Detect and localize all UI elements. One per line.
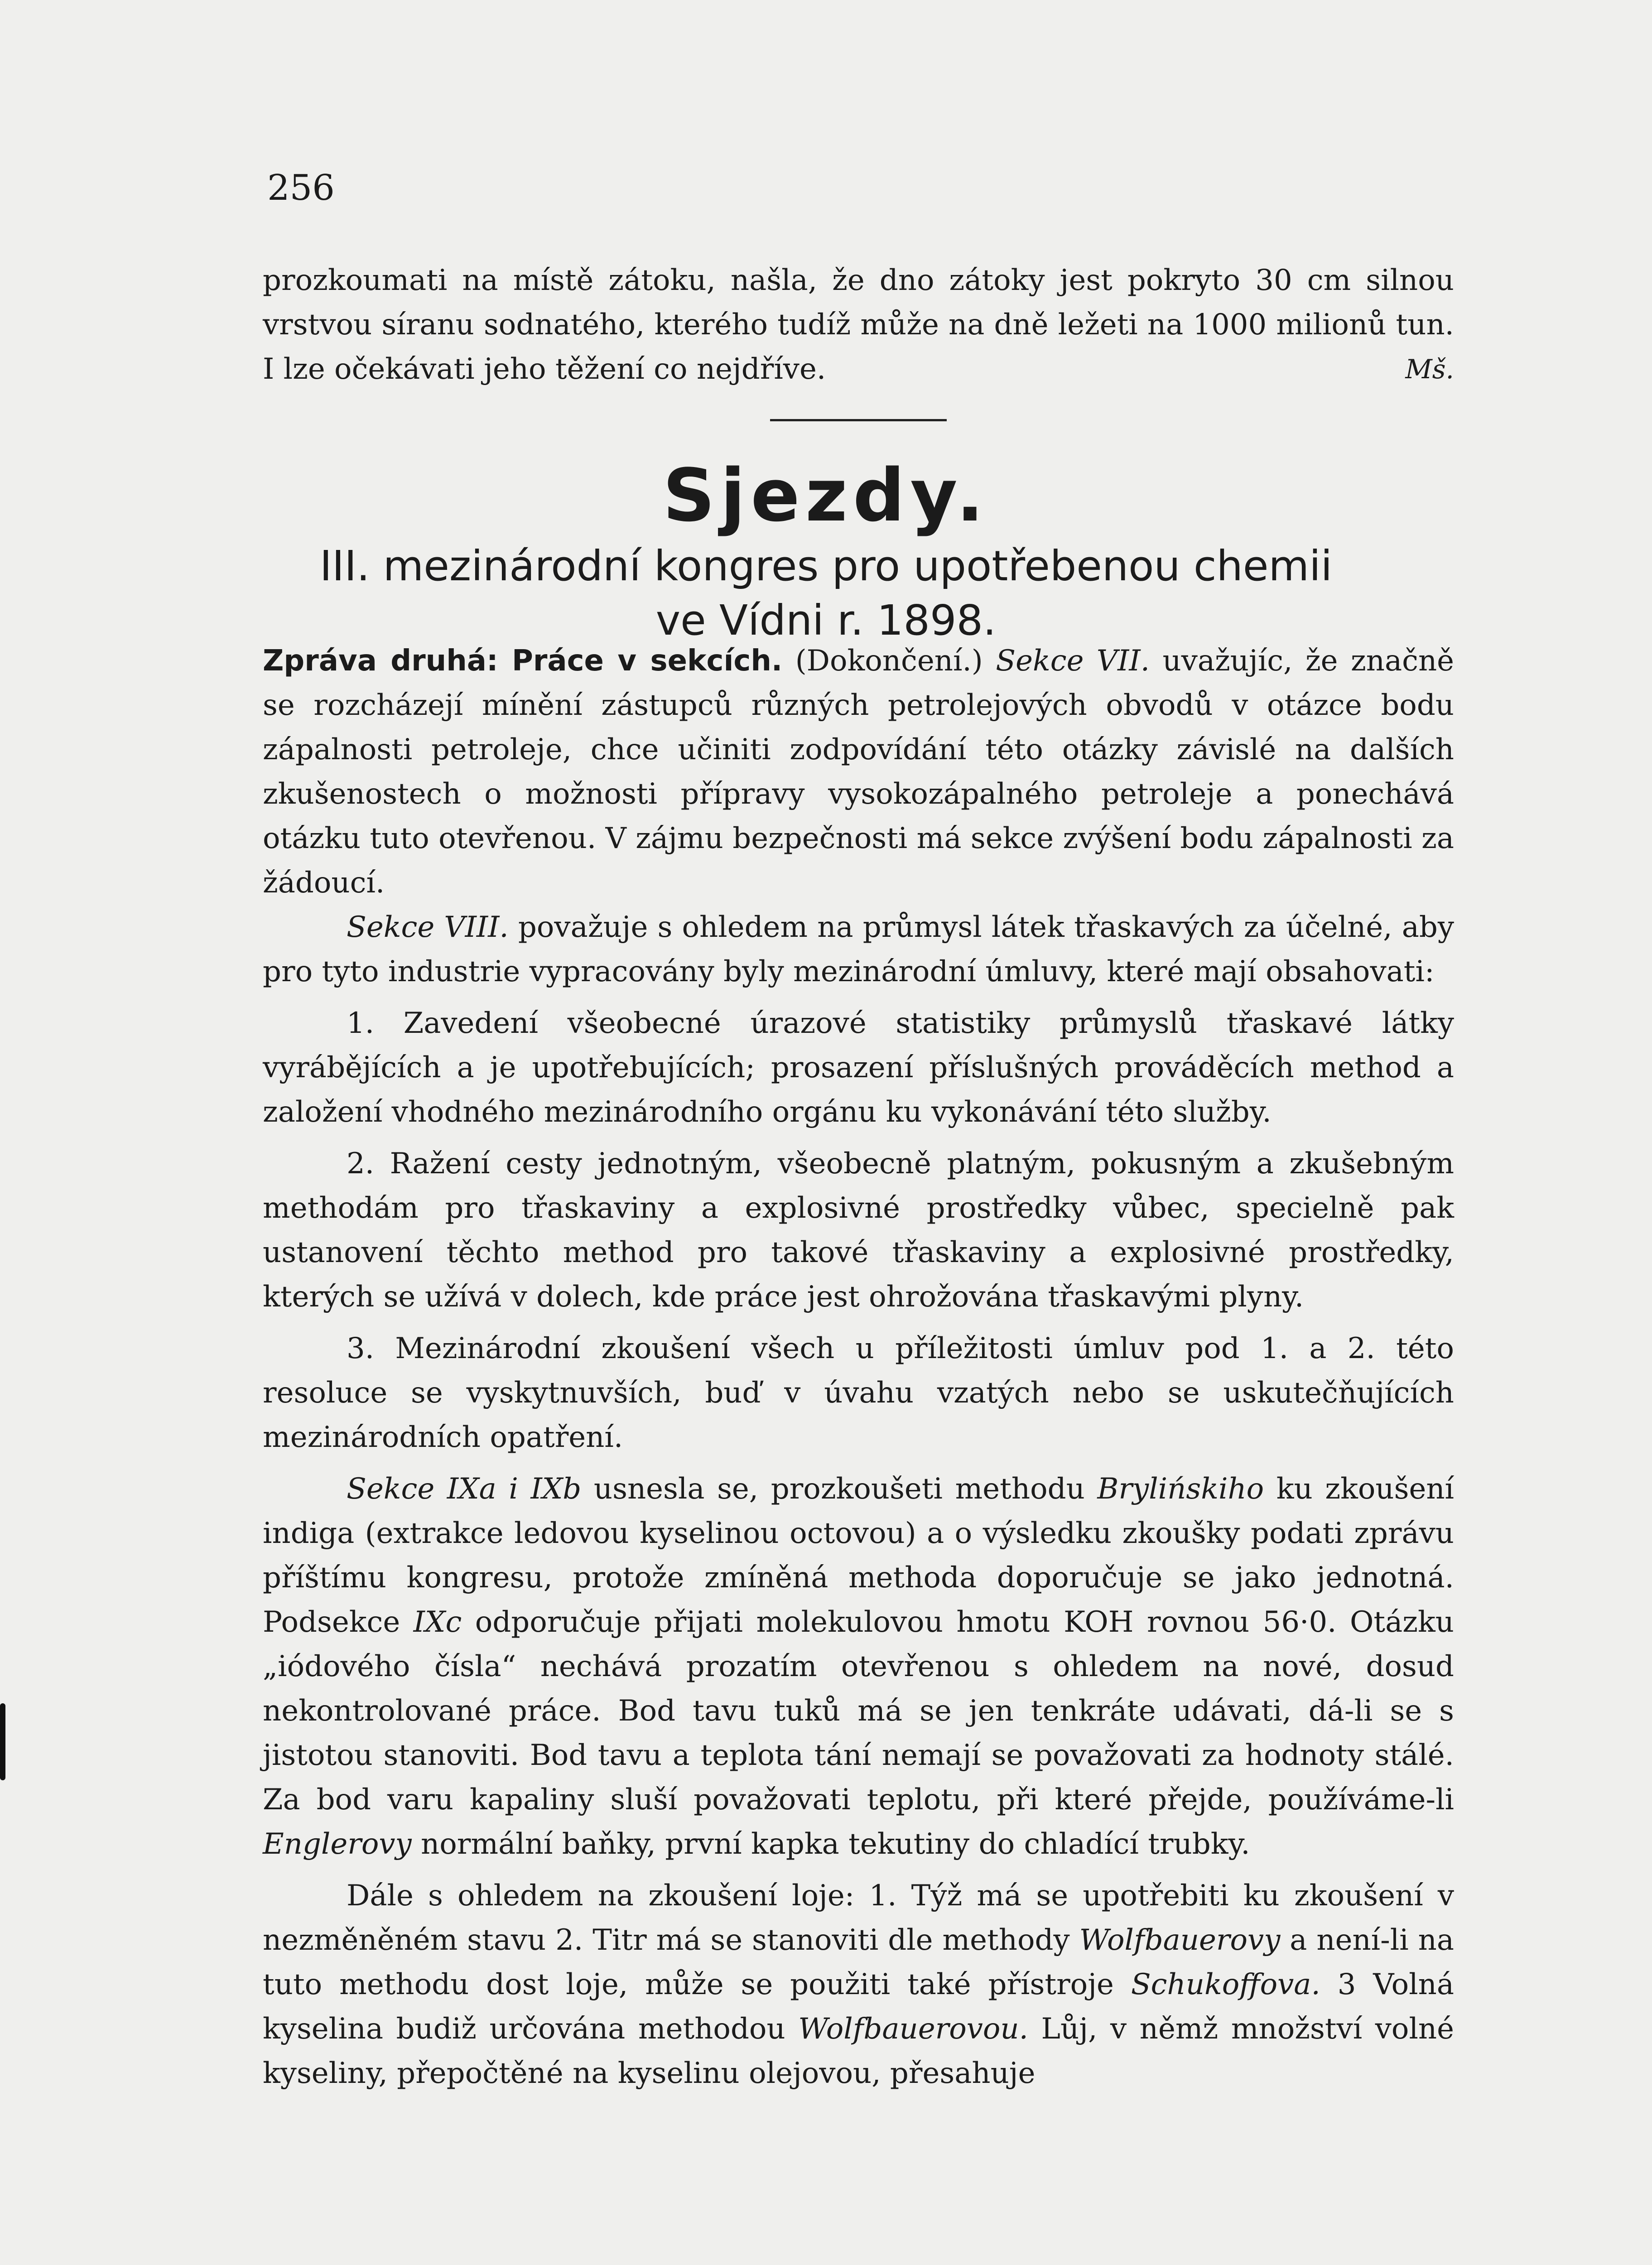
report-body — [263, 639, 1454, 2096]
sekce-ix-text-d: normální baňky, první kapka tekutiny do chladící trubky. — [421, 1827, 1250, 1861]
scan-margin-mark — [0, 1703, 5, 1780]
sekce-ix-text-b: ku zkoušení indiga (extrakce ledovou kyselinou octovou) a o výsledku zkoušky podati zprávu příštímu kongresu, protože zmíněná methoda doporučuje se jako jednotná. Podsekce — [263, 1472, 1455, 1639]
congress-title — [0, 539, 1652, 648]
report-lead-cont: (Dokončení.) — [795, 644, 983, 678]
list-item-2: 2. Ražení cesty jednotným, všeobecně platným, pokusným a zkušebným methodám pro třaskaviny a explosivné prostředky vůbec, specielně pak ustanovení těchto method pro takové třaskaviny a explosivné prostředky, kterých se užívá v dolech, kde práce jest ohrožována třaskavými plyny. — [263, 1147, 1454, 1314]
loj-text-d: Lůj, v němž množství volné kyseliny, přepočtěné na kyselinu olejovou, přesahuje — [263, 2012, 1455, 2090]
list-item-3: 3. Mezinárodní zkoušení všech u příležitosti úmluv pod 1. a 2. této resoluce se vyskytnuvších, buď v úvahu vzatých nebo se uskutečňujících mezinárodních opatření. — [263, 1332, 1454, 1454]
sekce-ix-text-c: odporučuje přijati molekulovou hmotu KOH rovnou 56·0. Otázku „iódového čísla“ nechává prozatím otevřenou s ohledem na nové, dosud nekontrolované práce. Bod tavu tuků má se jen tenkráte udávati, dá-li se s jistotou stanoviti. Bod tavu a teplota tání nemají se považovati za hodnoty stálé. Za bod varu kapaliny sluší považovati teplotu, při které přejde, používáme-li — [263, 1605, 1454, 1817]
paragraph-sekce-ix — [263, 1467, 1454, 1866]
paragraph-loj — [263, 1874, 1454, 2096]
sekce-vii-text: uvažujíc, že značně se rozcházejí mínění zástupců různých petrolejových obvodů v otázce bodu zápalnosti petroleje, chce učiniti zodpovídání této otázky závislé na dalších zkušenostech o možnosti přípravy vysokozápalného petroleje a ponechává otázku tuto otevřenou. V zájmu bezpečnosti má sekce zvýšení bodu zápalnosti za žádoucí. — [263, 644, 1455, 900]
loj-text-b: a není-li na tuto methodu dost loje, může se použiti také přístroje — [263, 1923, 1455, 2001]
section-divider — [770, 419, 947, 421]
sekce-viii-label: Sekce VIII. — [347, 911, 509, 944]
wolfbauer-name-2: Wolfbauerovou. — [798, 2012, 1028, 2046]
report-lead: Zpráva druhá: Práce v sekcích. — [263, 644, 783, 678]
paragraph-sekce-viii — [263, 905, 1454, 994]
author-signature: Mš. — [1405, 354, 1454, 385]
congress-title-line2: ve Vídni r. 1898. — [655, 596, 997, 645]
loj-text-a: Dále s ohledem na zkoušení loje: 1. Týž má se upotřebiti ku zkoušení v nezměněném stavu 2. Titr má se stanoviti dle methody — [263, 1879, 1454, 1957]
paragraph-sekce-vii — [263, 639, 1454, 905]
sekce-vii-label: Sekce VII. — [996, 644, 1150, 678]
sekce-ix-text-a: usnesla se, prozkoušeti methodu — [593, 1472, 1085, 1506]
schukoff-name: Schukoffova. — [1131, 1968, 1320, 2001]
brylinski-name: Brylińskiho — [1097, 1472, 1264, 1506]
page-number: 256 — [267, 168, 335, 208]
sekce-ix-label: Sekce IXa i IXb — [347, 1472, 582, 1506]
ixc-label: IXc — [413, 1605, 462, 1639]
intro-paragraph — [263, 258, 1454, 391]
intro-text: prozkoumati na místě zátoku, našla, že dno zátoky jest pokryto 30 cm silnou vrstvou síranu sodnatého, kterého tudíž může na dně ležeti na 1000 milionů tun. I lze očekávati jeho těžení co nejdříve. — [263, 264, 1454, 386]
loj-text-c: 3 Volná kyselina budiž určována methodou — [263, 1968, 1455, 2046]
section-title: Sjezdy. — [663, 453, 989, 538]
list-item-1: 1. Zavedení všeobecné úrazové statistiky průmyslů třaskavé látky vyrábějících a je upotřebujících; prosazení příslušných prováděcích method a založení vhodného mezinárodního orgánu ku vykonávání této služby. — [263, 1007, 1454, 1129]
engler-name: Englerovy — [263, 1827, 412, 1861]
wolfbauer-name-1: Wolfbauerovy — [1079, 1923, 1281, 1957]
congress-title-line1: III. mezinárodní kongres pro upotřebenou chemii — [319, 542, 1333, 590]
sekce-viii-text: považuje s ohledem na průmysl látek třaskavých za účelné, aby pro tyto industrie vypracovány byly mezinárodní úmluvy, které mají obsahovati: — [263, 911, 1455, 988]
